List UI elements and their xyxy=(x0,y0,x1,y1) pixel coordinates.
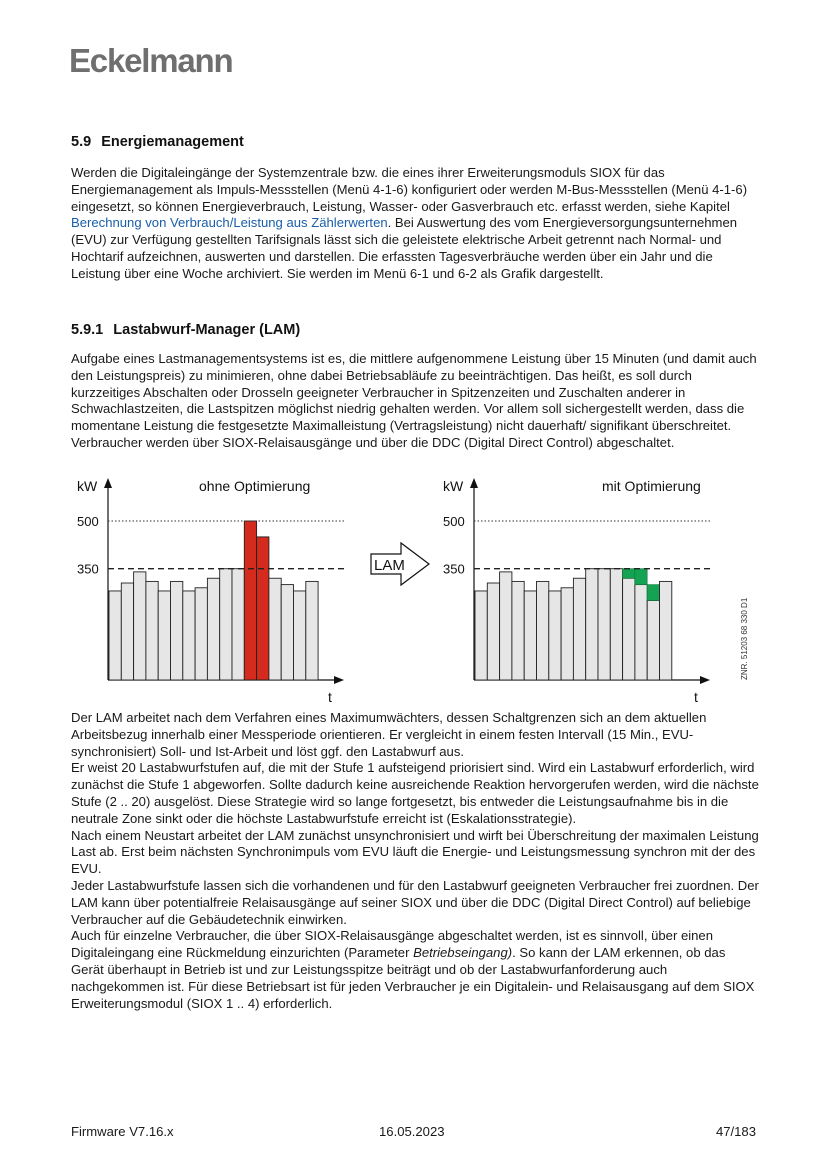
shed-bar xyxy=(635,569,647,585)
subsection-intro xyxy=(71,351,761,452)
brand-logo: Eckelmann xyxy=(69,42,233,79)
body-p3: Nach einem Neustart arbeitet der LAM zunächst unsynchronisiert und wirft bei Überschreitung der maximalen Leistung Last ab. Erst beim nächsten Synchronimpuls vom EVU läuft die Energie- und Leistungsmessung synchron mit der des EVU. xyxy=(71,827,759,877)
level-max-label: 500 xyxy=(77,514,99,529)
bar xyxy=(134,572,146,680)
x-unit-label: t xyxy=(694,689,698,705)
bar xyxy=(306,581,318,680)
bar xyxy=(269,578,281,680)
bar xyxy=(171,581,183,680)
section-heading xyxy=(71,134,244,150)
subsection-number: 5.9.1 xyxy=(71,322,104,338)
bar xyxy=(487,583,499,680)
chart-without-optimization xyxy=(77,478,344,705)
bar xyxy=(524,591,536,680)
chart-title: ohne Optimierung xyxy=(199,478,311,494)
bar xyxy=(195,588,207,680)
footer-page: 47/183 xyxy=(715,1124,756,1139)
bar xyxy=(158,591,170,680)
subsection-title: Lastabwurf-Manager (LAM) xyxy=(113,322,301,338)
y-axis-arrow-icon xyxy=(470,478,478,488)
footer-firmware: Firmware V7.16.x xyxy=(71,1124,174,1139)
bar xyxy=(549,591,561,680)
bar xyxy=(475,591,487,680)
bar xyxy=(610,569,622,680)
section-paragraph xyxy=(71,165,761,283)
subsection-heading xyxy=(71,322,300,338)
level-limit-label: 350 xyxy=(443,561,465,577)
body-p5-b: . So kann der LAM erkennen, ob das Gerät überhaupt in Betrieb ist und zur Leistungsspitze beiträgt und ob der Lastabwurfanforderung auch nachgekommen ist. Für diese Betriebsart ist für jeden Verbraucher je ein Digitalein- und Relaisausgang auf dem SIOX Erweiterungsmodul (SIOX 1 .. 4) erforderlich. xyxy=(71,945,755,1011)
bar xyxy=(294,591,306,680)
section-text-2: . Bei Auswertung des vom Energieversorgungsunternehmen (EVU) zur Verfügung gestellten Tarifsignals lässt sich die geleistete elektrische Arbeit getrennt nach Normal- und Hochtarif aufzeichnen, auswerten und darstellen. Die erfassten Tagesverbräuche werden über ein Jahr und die Leistung über eine Woche archiviert. Sie werden im Menü 6-1 und 6-2 als Grafik dargestellt. xyxy=(71,215,738,281)
chart-title: mit Optimierung xyxy=(602,478,701,494)
chapter-link[interactable]: Berechnung von Verbrauch/Leistung aus Zählerwerten xyxy=(71,215,388,231)
bar xyxy=(183,591,195,680)
intro-text: Aufgabe eines Lastmanagementsystems ist es, die mittlere aufgenommene Leistung über 15 Minuten (und damit auch den Leistungspreis) zu minimieren, ohne dabei Betriebsabläufe zu beeinträchtigen. Das heißt, es soll durch kurzzeitiges Abschalten oder Drosseln geeigneter Verbraucher in Spitzenzeiten und Zuschalten anderer in Schwachlastzeiten, die Lastspitzen möglichst niedrig gehalten werden. Vor allem soll sichergestellt werden, dass die momentane Leistung die festgesetzte Maximalleistung (Vertragsleistung) nicht dauerhaft/ signifikant überschreitet. Verbraucher werden über SIOX-Relaisausgänge und über die DDC (Digital Direct Control) abgeschaltet. xyxy=(71,351,757,450)
bar xyxy=(281,585,293,680)
y-unit-label: kW xyxy=(77,478,98,494)
level-max-label: 500 xyxy=(443,514,465,529)
bar xyxy=(635,585,647,680)
chart-with-optimization xyxy=(443,478,710,705)
bar xyxy=(660,581,672,680)
bar xyxy=(121,583,133,680)
body-text xyxy=(71,710,761,1012)
bar xyxy=(512,581,524,680)
parameter-name: Betriebseingang) xyxy=(413,945,513,961)
x-axis-arrow-icon xyxy=(334,676,344,684)
body-p4: Jeder Lastabwurfstufe lassen sich die vorhandenen und für den Lastabwurf geeigneten Verbraucher frei zuordnen. Der LAM kann über potentialfreie Relaisausgänge auf seiner SIOX und über die DDC (Digital Direct Control) auf beliebige Verbraucher auf die Gebäudetechnik einwirken. xyxy=(71,877,759,927)
bar xyxy=(598,569,610,680)
bar xyxy=(257,537,269,680)
bar xyxy=(207,578,219,680)
bar xyxy=(109,591,121,680)
bar xyxy=(647,601,659,681)
section-title: Energiemanagement xyxy=(101,134,244,150)
bar xyxy=(537,581,549,680)
y-axis-arrow-icon xyxy=(104,478,112,488)
shed-bar xyxy=(647,585,659,601)
body-p1: Der LAM arbeitet nach dem Verfahren eines Maximumwächters, dessen Schaltgrenzen sich an dem aktuellen Arbeitsbezug innerhalb einer Messperiode orientieren. Er vergleicht in einem festen Intervall (15 Min., EVU-synchronisiert) Soll- und Ist-Arbeit und löst ggf. den Lastabwurf aus. xyxy=(71,710,707,759)
footer-date: 16.05.2023 xyxy=(379,1124,445,1139)
bar xyxy=(623,578,635,680)
bar xyxy=(220,569,232,680)
x-axis-arrow-icon xyxy=(700,676,710,684)
level-limit-label: 350 xyxy=(77,561,99,577)
bar xyxy=(561,588,573,680)
lam-figure xyxy=(60,470,760,710)
section-number: 5.9 xyxy=(71,134,92,150)
bar xyxy=(146,581,158,680)
bar xyxy=(500,572,512,680)
lam-arrow-label: LAM xyxy=(374,557,405,574)
bar xyxy=(232,569,244,680)
body-p5-a: Auch für einzelne Verbraucher, die über SIOX-Relaisausgänge abgeschaltet werden, ist es sinnvoll, über einen Digitaleingang eine Rückmeldung einzurichten (Parameter xyxy=(71,928,713,961)
bar xyxy=(573,578,585,680)
body-p5 xyxy=(71,928,761,1012)
figure-id: ZNR. 51203 68 330 D1 xyxy=(740,597,749,680)
bar xyxy=(586,569,598,680)
bar xyxy=(244,521,256,680)
x-unit-label: t xyxy=(328,689,332,705)
shed-bar xyxy=(623,569,635,579)
y-unit-label: kW xyxy=(443,478,464,494)
section-text-1: Werden die Digitaleingänge der Systemzentrale bzw. die eines ihrer Erweiterungsmoduls SIOX für das Energiemanagement als Impuls-Messstellen (Menü 4-1-6) konfiguriert oder werden M-Bus-Messstellen (Menü 4-1-6) eingesetzt, so können Energieverbrauch, Leistung, Wasser- oder Gasverbrauch etc. erfasst werden, siehe Kapitel xyxy=(71,165,748,214)
body-p2: Er weist 20 Lastabwurfstufen auf, die mit der Stufe 1 aufsteigend priorisiert sind. Wird ein Lastabwurf erforderlich, wird zunächst die Stufe 1 abgeworfen. Sollte dadurch keine ausreichende Reaktion hervorgerufen werden, wird die nächste Stufe (2 .. 20) ausgelöst. Diese Strategie wird so lange fortgesetzt, bis entweder die Leistungsaufnahme bis in die neutrale Zone sinkt oder die höchste Lastabwurfstufe erreicht ist (Eskalationsstrategie). xyxy=(71,760,759,826)
